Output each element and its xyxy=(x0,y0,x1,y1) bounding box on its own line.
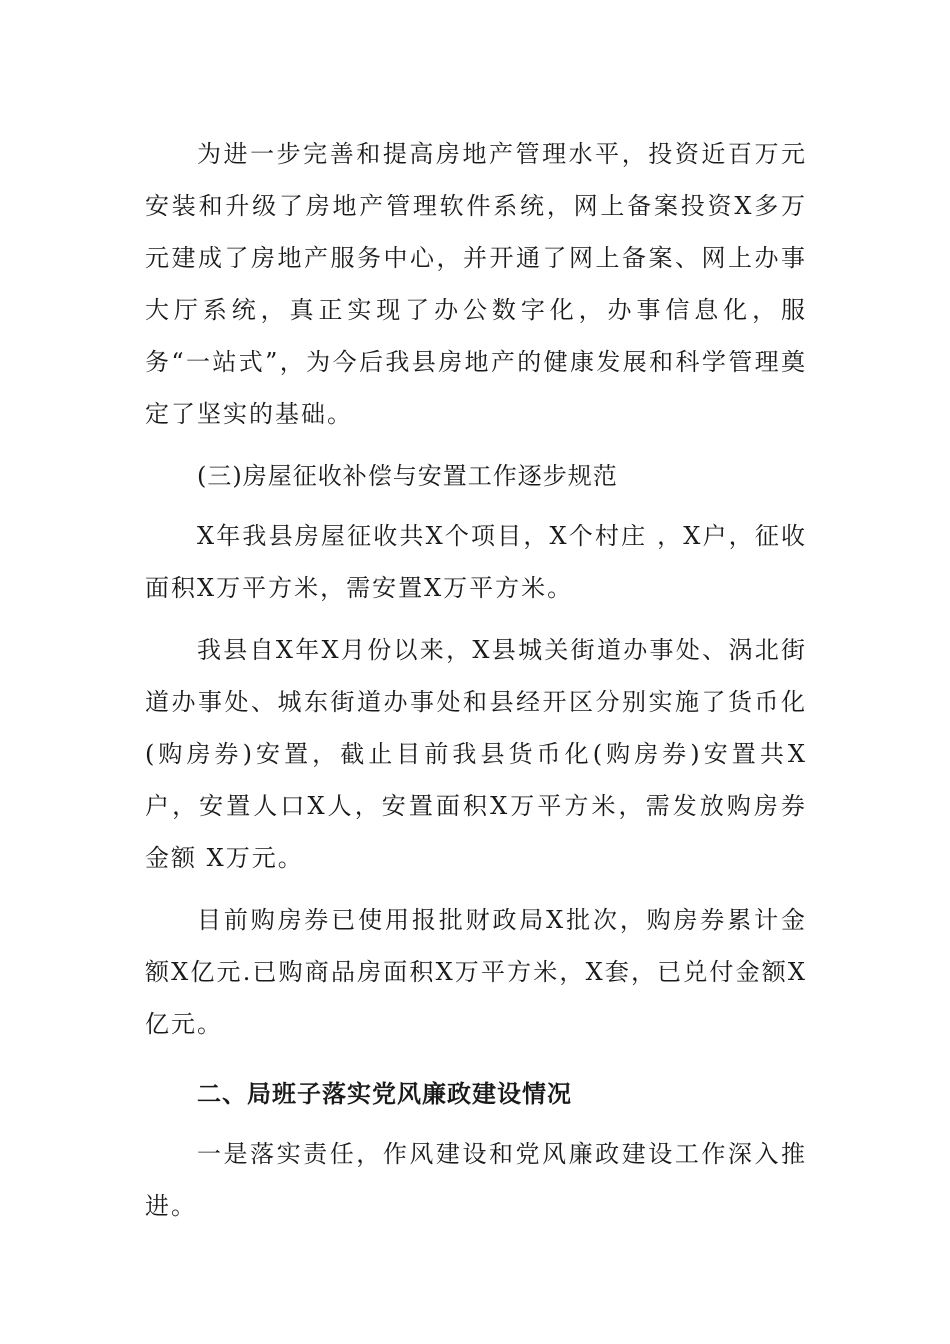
paragraph-responsibility: 一是落实责任，作风建设和党风廉政建设工作深入推进。 xyxy=(145,1140,807,1220)
paragraph-real-estate-system: 为进一步完善和提高房地产管理水平，投资近百万元安装和升级了房地产管理软件系统，网上备案投资X多万元建成了房地产服务中心，并开通了网上备案、网上办事大厅系统，真正实现了办公数字化，办事信息化，服务“一站式”，为今后我县房地产的健康发展和科学管理奠定了坚实的基础。 xyxy=(145,140,807,428)
paragraph-monetized-resettlement: 我县自X年X月份以来，X县城关街道办事处、涡北街道办事处、城东街道办事处和县经开区分别实施了货币化(购房券)安置，截止目前我县货币化(购房券)安置共X户，安置人口X人，安置面积X万平方米，需发放购房券金额 X万元。 xyxy=(145,636,807,872)
paragraph-expropriation-projects: X年我县房屋征收共X个项目，X个村庄 ，X户，征收面积X万平方米，需安置X万平方米。 xyxy=(145,522,807,602)
section-heading-integrity: 二、局班子落实党风廉政建设情况 xyxy=(197,1080,572,1108)
paragraph-housing-vouchers: 目前购房券已使用报批财政局X批次，购房券累计金额X亿元.已购商品房面积X万平方米，X套，已兑付金额X亿元。 xyxy=(145,906,807,1038)
document-body xyxy=(145,128,807,1232)
section-heading-expropriation: (三)房屋征收补偿与安置工作逐步规范 xyxy=(197,462,618,490)
